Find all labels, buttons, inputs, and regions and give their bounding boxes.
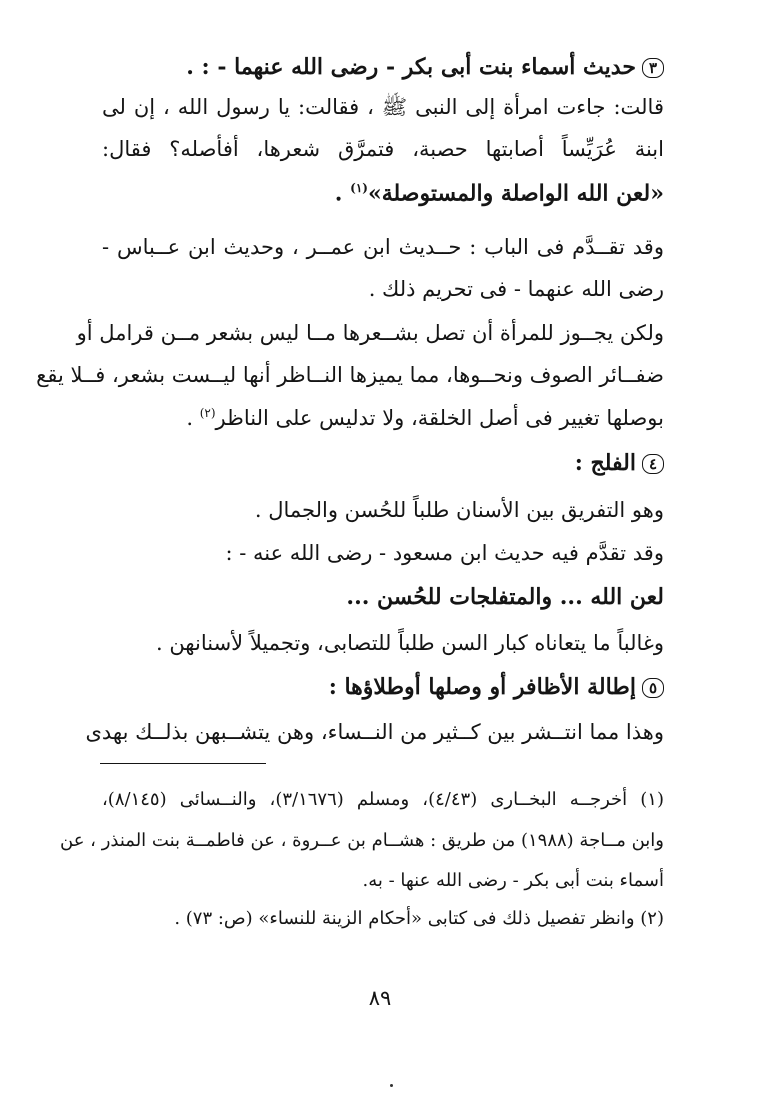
para-wig-line-1: ولكن يجــوز للمرأة أن تصل بشــعرها مــا ليس بشعر مــن قرامل أو	[76, 321, 664, 345]
section-heading-asma	[186, 56, 664, 78]
footnote-1-line-1: (١) أخرجــه البخــارى (٤/٤٣)، ومسلم (٣/١٦٧٦)، والنــسائى (٨/١٤٥)،	[102, 789, 664, 810]
quote-text: «لعن الله الواصلة والمستوصلة»	[367, 180, 664, 207]
para-bab-line-2: رضى الله عنهما - فى تحريم ذلك .	[368, 277, 664, 301]
footnote-1-line-2: وابن مــاجة (١٩٨٨) من طريق : هشــام بن عــروة ، عن فاطمــة بنت المنذر ، عن	[60, 830, 664, 851]
section-number-badge: ٣	[642, 58, 664, 78]
falaj-intro: وقد تقدَّم فيه حديث ابن مسعود - رضى الله عنه - :	[225, 541, 664, 565]
section-heading-text: الفلج :	[574, 450, 636, 476]
section-heading-nails	[329, 676, 664, 698]
falaj-note: وغالباً ما يتعاناه كبار السن طلباً للتصابى، وتجميلاً لأسنانهن .	[155, 631, 664, 655]
para-wig-line-3	[186, 407, 664, 429]
para-wig-last-text: بوصلها تغيير فى أصل الخلقة، ولا تدليس على الناظر	[215, 406, 664, 430]
para-wig-tail: .	[186, 406, 194, 430]
section-number-badge: ٤	[642, 454, 664, 474]
hadith-quote	[334, 180, 664, 207]
quote-tail: .	[334, 180, 343, 207]
footnote-2: (٢) وانظر تفصيل ذلك فى كتابى «أحكام الزينة للنساء» (ص: ٧٣) .	[174, 908, 664, 929]
footnote-1-line-3: أسماء بنت أبى بكر - رضى الله عنها - به.	[362, 870, 664, 891]
section-heading-text: حديث أسماء بنت أبى بكر - رضى الله عنهما - : .	[186, 54, 636, 80]
footnote-ref-1: (١)	[350, 181, 368, 195]
hadith-line-1: قالت: جاءت امرأة إلى النبى ﷺ ، فقالت: يا رسول الله ، إن لى	[102, 95, 664, 119]
section-number-badge: ٥	[642, 678, 664, 698]
hadith-line-2: ابنة عُرَيِّساً أصابتها حصبة، فتمرَّق شعرها، أفأصله؟ فقال:	[102, 137, 664, 161]
para-bab-line-1: وقد تقــدَّم فى الباب : حــديث ابن عمــر ، وحديث ابن عــباس -	[102, 235, 664, 259]
section-heading-falaj	[575, 452, 664, 474]
falaj-definition: وهو التفريق بين الأسنان طلباً للحُسن والجمال .	[254, 498, 664, 522]
para-wig-line-2: ضفــائر الصوف ونحــوها، مما يميزها النــاظر أنها ليــست بشعر، فــلا يقع	[36, 363, 664, 387]
footnote-divider	[100, 763, 266, 764]
section-heading-text: إطالة الأظافر أو وصلها أوطلاؤها :	[328, 674, 636, 700]
footnote-ref-2: (٢)	[199, 406, 216, 420]
nails-line: وهذا مما انتــشر بين كــثير من النــساء، وهن يتشــبهن بذلــك بهدى	[85, 720, 664, 744]
page-number: ٨٩	[368, 986, 392, 1010]
scan-dot	[390, 1084, 393, 1087]
falaj-quote: لعن الله ... والمتفلجات للحُسن ...	[346, 584, 664, 610]
